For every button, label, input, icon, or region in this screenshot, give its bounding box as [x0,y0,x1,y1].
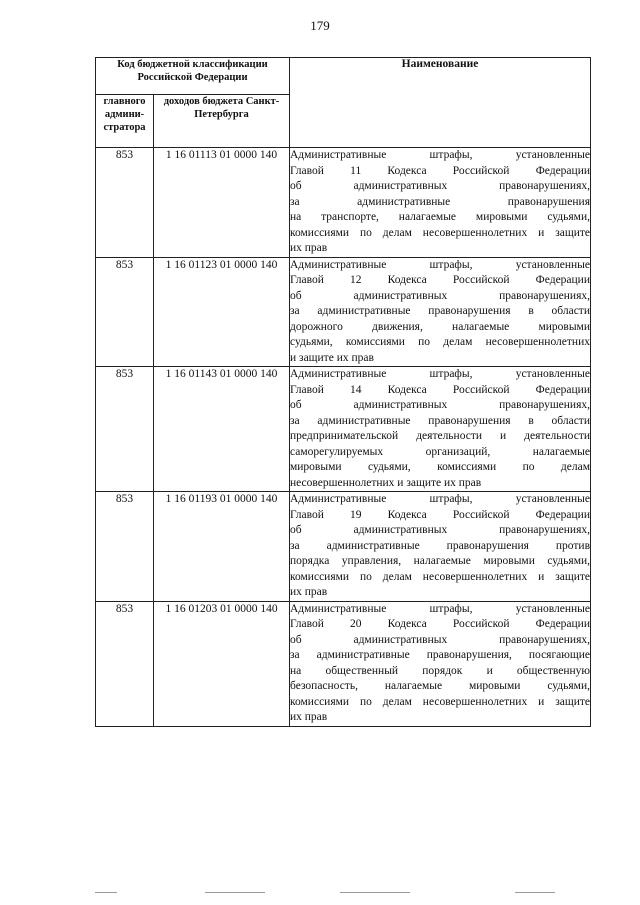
table-header [96,58,591,148]
description-line: на общественный порядок и общественную [290,664,590,677]
description-line: об административных правонарушениях, [290,289,590,302]
admin-code-cell: 853 [96,148,154,258]
header-budget-code-group: Код бюджетной классификации Российской Федерации [96,58,290,95]
description-line: и защите их прав [290,351,374,364]
description-line: за административные правонарушения в области [290,414,590,427]
description-line: их прав [290,242,328,254]
description-line: на транспорте, налагаемые мировыми судьями, [290,211,590,223]
description-line: за административные правонарушения в области [290,305,590,317]
description-line: Главой 11 Кодекса Российской Федерации [290,164,590,177]
description-line: об административных правонарушениях, [290,180,590,192]
name-description-cell [290,367,591,492]
admin-code-cell: 853 [96,492,154,602]
table-row [96,148,591,258]
admin-code-cell: 853 [96,367,154,492]
name-description-cell [290,257,591,367]
name-description-cell [290,148,591,258]
page-number: 179 [310,18,330,33]
header-name: Наименование [290,58,591,148]
name-description-cell [290,492,591,602]
description-line: об административных правонарушениях, [290,633,590,646]
description-line: об административных правонарушениях, [290,399,590,411]
description-line: Главой 19 Кодекса Российской Федерации [290,508,590,521]
description-line: за административные правонарушения, посягающие [290,649,590,661]
description-line: Административные штрафы, установленные [290,149,590,161]
description-line: Главой 12 Кодекса Российской Федерации [290,274,590,286]
description-line: предпринимательской деятельности и деятельности [290,430,590,442]
description-line: Главой 14 Кодекса Российской Федерации [290,383,590,396]
income-code-cell: 1 16 01193 01 0000 140 [154,492,290,602]
header-budget-income: доходов бюджета Санкт-Петербурга [154,95,290,148]
description-line: об административных правонарушениях, [290,524,590,536]
description-line: несовершеннолетних и защите их прав [290,476,482,489]
income-code-cell: 1 16 01123 01 0000 140 [154,257,290,367]
admin-code-cell: 853 [96,257,154,367]
description-line: дорожного движения, налагаемые мировыми [290,320,590,333]
scan-artifact-marks [95,892,590,895]
name-description-cell [290,601,591,726]
table-row [96,257,591,367]
description-line: комиссиями по делам несовершеннолетних и защите [290,695,590,708]
description-line: комиссиями по делам несовершеннолетних и защите [290,570,590,583]
header-chief-administrator: главного админи-стратора [96,95,154,148]
description-line: их прав [290,711,328,723]
table-row [96,492,591,602]
description-line: саморегулируемых организаций, налагаемые [290,445,590,458]
description-line: безопасность, налагаемые мировыми судьями, [290,680,590,692]
description-line: судьями, комиссиями по делам несовершеннолетних [290,336,590,348]
description-line: за административные правонарушения [290,195,590,208]
description-line: Административные штрафы, установленные [290,258,590,271]
income-code-cell: 1 16 01203 01 0000 140 [154,601,290,726]
description-line: Главой 20 Кодекса Российской Федерации [290,618,590,630]
description-line: за административные правонарушения против [290,539,590,552]
admin-code-cell: 853 [96,601,154,726]
table-row [96,367,591,492]
description-line: порядка управления, налагаемые мировыми судьями, [290,555,590,567]
table-row [96,601,591,726]
description-line: Административные штрафы, установленные [290,602,590,615]
budget-classification-table [95,57,591,727]
description-line: Административные штрафы, установленные [290,368,590,380]
description-line: Административные штрафы, установленные [290,493,590,505]
description-line: мировыми судьями, комиссиями по делам [290,461,590,473]
description-line: их прав [290,586,328,598]
income-code-cell: 1 16 01143 01 0000 140 [154,367,290,492]
income-code-cell: 1 16 01113 01 0000 140 [154,148,290,258]
table-body [96,148,591,727]
description-line: комиссиями по делам несовершеннолетних и защите [290,226,590,239]
